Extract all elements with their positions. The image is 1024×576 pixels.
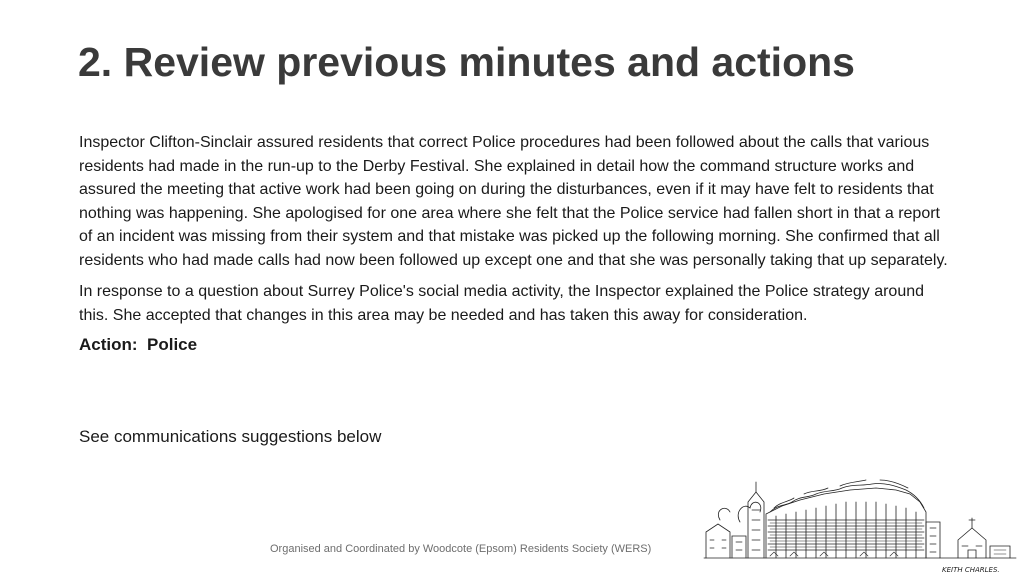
footer-credit: Organised and Coordinated by Woodcote (Epsom) Residents Society (WERS): [270, 543, 652, 555]
grandstand-sketch-illustration: [700, 462, 1020, 574]
action-label: Action: Police: [79, 335, 198, 354]
communications-note: See communications suggestions below: [79, 427, 382, 446]
paragraph-social-media: In response to a question about Surrey Police's social media activity, the Inspector explained the Police strategy around this. She accepted that changes in this area may be needed and has taken this away for consideration.: [79, 283, 925, 324]
slide-body: [79, 131, 949, 357]
paragraph-police-procedures: Inspector Clifton-Sinclair assured residents that correct Police procedures had been followed about the calls that various residents had made in the run-up to the Derby Festival. She explained in detail how the command structure works and assured the meeting that active work had been going on during the disturbances, even if it may have felt to residents that nothing was happening. She apologised for one area where she felt that the Police service had fallen short in that a report of an incident was missing from their system and that mistake was picked up the following morning. She confirmed that all residents who had made calls had now been followed up except one and that she was personally taking that up separately.: [79, 134, 948, 269]
illustration-signature: KEITH CHARLES.: [942, 566, 1000, 574]
slide-title: 2. Review previous minutes and actions: [78, 39, 855, 85]
